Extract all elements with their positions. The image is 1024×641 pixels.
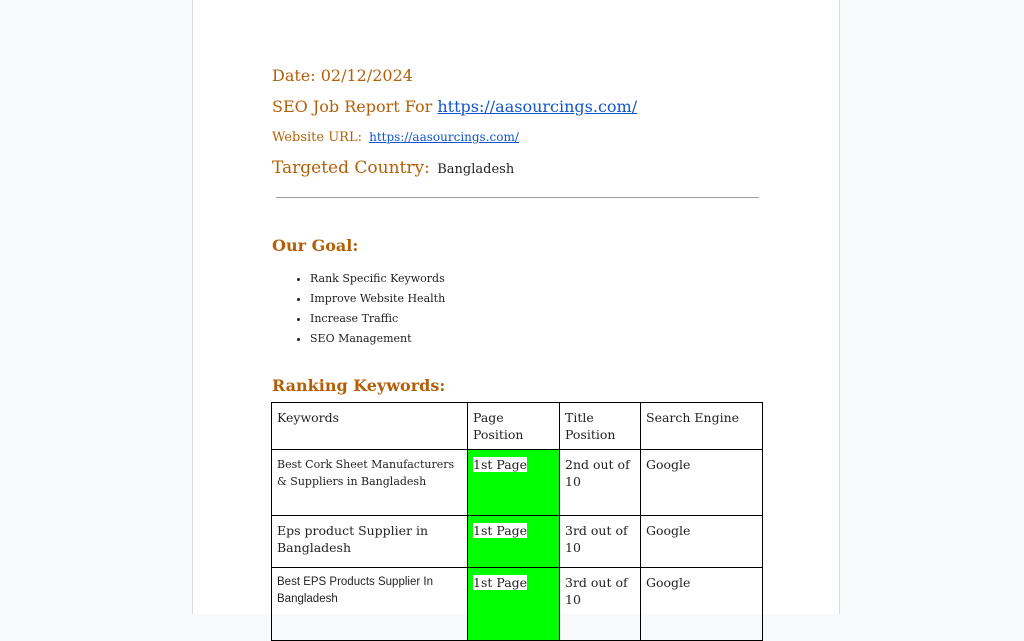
keyword-cell: Best Cork Sheet Manufacturers & Suppliers in Bangladesh (272, 450, 468, 516)
search-engine-cell: Google (641, 568, 763, 641)
website-url-link[interactable]: https://aasourcings.com/ (369, 130, 519, 144)
website-url-line (272, 130, 519, 145)
column-header-title-position: Title Position (560, 403, 641, 450)
page-position-value: 1st Page (473, 523, 528, 538)
website-url-label: Website URL: (272, 130, 362, 145)
table-header-row (272, 403, 763, 450)
search-engine-cell: Google (641, 516, 763, 568)
page-position-value: 1st Page (473, 457, 528, 472)
column-header-keywords: Keywords (272, 403, 468, 450)
goal-item: • Improve Website Health (310, 290, 445, 310)
goal-item: • SEO Management (310, 330, 445, 350)
title-position-cell: 3rd out of 10 (560, 568, 641, 641)
table-row (272, 568, 763, 641)
keyword-cell: Eps product Supplier in Bangladesh (272, 516, 468, 568)
title-position-cell: 3rd out of 10 (560, 516, 641, 568)
table-row (272, 450, 763, 516)
search-engine-cell: Google (641, 450, 763, 516)
targeted-country-label: Targeted Country (272, 158, 425, 178)
column-header-search-engine: Search Engine (641, 403, 763, 450)
table-row (272, 516, 763, 568)
goal-list (272, 270, 445, 350)
ranking-heading: Ranking Keywords: (272, 376, 446, 395)
page-position-cell (468, 516, 560, 568)
report-title-prefix: SEO Job Report For (272, 97, 433, 116)
page-position-cell (468, 450, 560, 516)
title-position-cell: 2nd out of 10 (560, 450, 641, 516)
page-position-value: 1st Page (473, 575, 528, 590)
goal-item: • Rank Specific Keywords (310, 270, 445, 290)
report-link[interactable]: https://aasourcings.com/ (437, 97, 638, 116)
horizontal-rule (276, 197, 759, 198)
page-position-cell (468, 568, 560, 641)
column-header-page-position: Page Position (468, 403, 560, 450)
targeted-country-colon: : (424, 158, 430, 178)
ranking-table (271, 402, 763, 641)
targeted-country-line (272, 158, 514, 178)
report-date: Date: 02/12/2024 (272, 66, 413, 85)
goal-item: • Increase Traffic (310, 310, 445, 330)
report-title (272, 97, 637, 116)
goal-heading: Our Goal: (272, 236, 359, 255)
targeted-country-value: Bangladesh (437, 162, 515, 177)
keyword-cell: Best EPS Products Supplier In Bangladesh (272, 568, 468, 641)
document-page (192, 0, 840, 614)
